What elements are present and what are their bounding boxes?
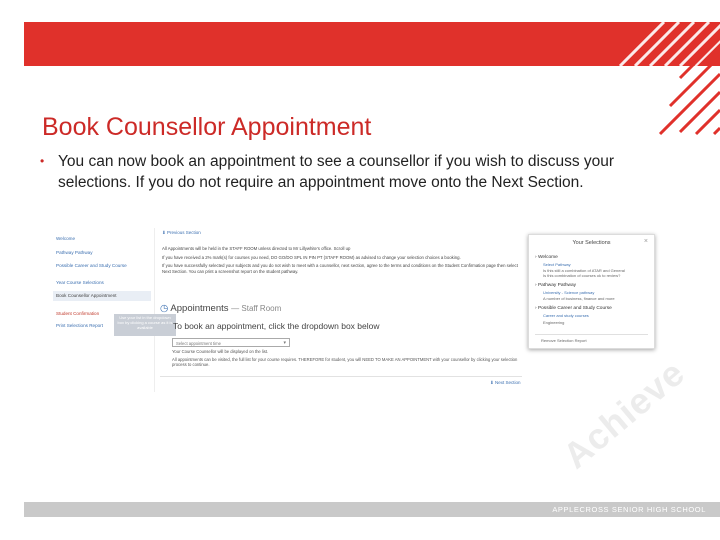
nav-item-print-report[interactable]: Print Selections Report [56,323,103,328]
bullet-text: You can now book an appointment to see a counsellor if you wish to discuss your selections. If you do not require an appointment move onto the Next Section. [58,153,615,191]
previous-section-label: Previous Section [167,230,201,235]
panel-divider [535,334,648,335]
bullet-marker: • [40,154,45,168]
booking-instruction: To book an appointment, click the dropdown box below [173,321,380,331]
panel-link[interactable]: Career and study courses [543,313,589,318]
nav-item-career[interactable]: Possible Career and Study Course [56,263,127,268]
panel-section-career: › Possible Career and Study Course [535,306,612,311]
instruction-paragraph: If you have successfully selected your subjects and you do not wish to meet with a counsellor, next section, agree to the terms and conditions on the Student Confirmation page then select Next Section. You can print a screenshot report on the student pathway. [162,263,518,274]
panel-footer-link[interactable]: Remove Selection Report [541,338,587,343]
panel-text: Is this still a combination of ATAR and General [543,268,625,273]
top-banner [24,22,720,66]
app-screenshot [50,228,528,392]
next-section-label: Next Section [495,380,521,385]
nav-item-selections[interactable]: Year Course Selections [56,280,104,285]
instruction-paragraph: If you have received a 2% mark(s) for courses you need, DO GO/DO SPL IN PIN PT (STAFF ROOM) as advised to change your selection choices a booking. [162,254,461,260]
panel-section-label: Welcome [537,255,558,260]
instruction-paragraph: All Appointments will be held in the STAFF ROOM unless directed to Mr Lillywhite's office. Scroll up [162,246,351,251]
panel-section-pathway: › Pathway Pathway [535,283,577,288]
achieve-watermark: Achieve [555,351,693,477]
appointments-heading [160,303,281,314]
appointments-title: Appointments [170,303,229,314]
divider [160,376,522,377]
appointment-dropdown-value: Select appointment time [176,341,221,346]
close-icon[interactable]: × [643,238,648,245]
appointment-dropdown[interactable] [172,338,290,347]
panel-title: Your Selections [572,240,611,246]
nav-divider [154,228,155,392]
panel-text: Is this combination of courses ok to review? [543,273,621,278]
instructions [162,246,522,277]
next-section-link[interactable] [490,380,521,386]
panel-link[interactable]: Select Pathway [543,262,571,267]
nav-item-pathway[interactable]: Pathway Pathway [56,250,93,255]
school-name: APPLECROSS SENIOR HIGH SCHOOL [552,505,706,514]
panel-text: Engineering [543,320,565,325]
panel-section-welcome: › Welcome [535,255,558,260]
dropdown-tooltip: Use your list in the dropdown box by clicking a course as it is available [114,314,176,336]
slide-title: Book Counsellor Appointment [42,113,372,141]
nav-item-confirmation[interactable]: Student Confirmation [56,311,100,316]
clock-icon: ◷ [160,303,169,314]
panel-section-label: Possible Career and Study Course [537,306,612,311]
nav-item-welcome[interactable]: Welcome [56,236,76,241]
panel-text: A number of business, finance and more [543,296,615,301]
panel-link[interactable]: University - Science pathway [543,290,595,295]
arrow-down-icon: ⬇ [490,380,494,385]
appointment-note: All appointments can be visited, the full list for your course requires. THEREFORE for student, you will NEED TO MAKE AN APPOINTMENT with your counsellor by clicking your selection process to continue. [172,357,518,368]
your-selections-panel [528,234,655,349]
footer-bar [24,502,720,517]
bullet-point [40,151,680,193]
chevron-down-icon: ▾ [283,340,286,346]
appointments-location: — Staff Room [231,304,282,313]
previous-section-link[interactable] [162,230,201,236]
arrow-down-icon: ⬇ [162,230,166,235]
section-nav [50,228,155,392]
panel-section-label: Pathway Pathway [537,283,577,288]
nav-item-book-appointment[interactable]: Book Counsellor Appointment [53,291,151,301]
counsellor-note: Your Course Counsellor will be displayed on the list. [172,349,269,354]
